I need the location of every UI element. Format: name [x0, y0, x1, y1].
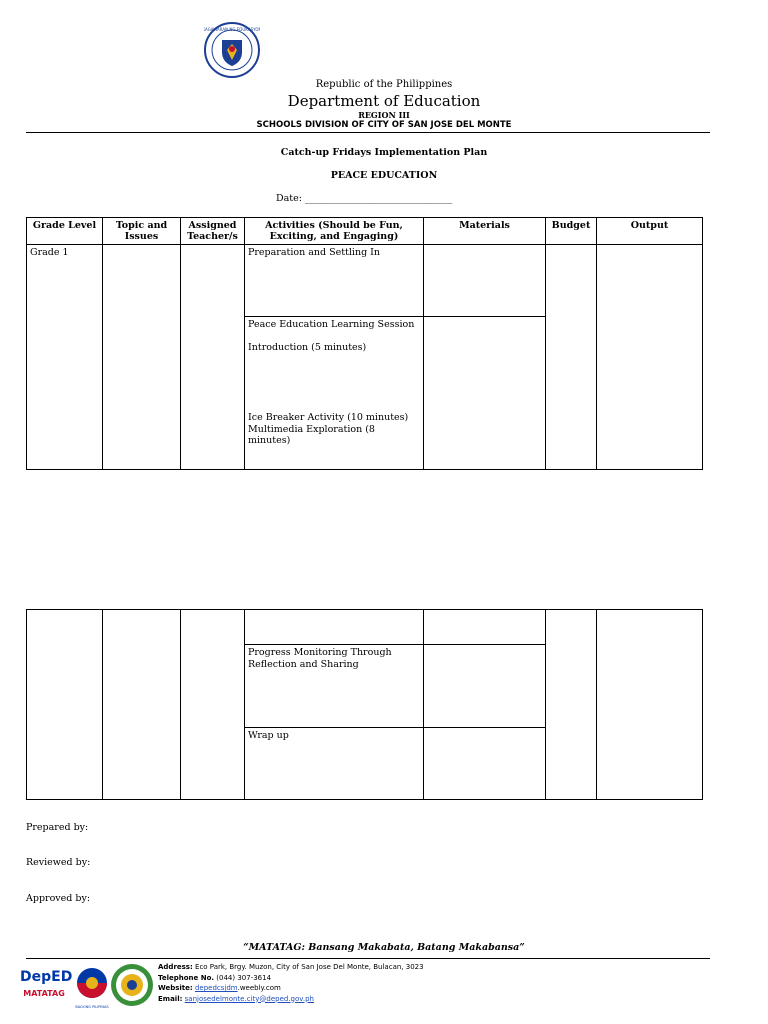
materials-cell[interactable]: [424, 245, 546, 317]
header-materials: Materials: [424, 218, 546, 245]
date-label: Date:: [276, 193, 305, 204]
website-domain: .weebly.com: [237, 984, 281, 992]
budget-cell[interactable]: [546, 245, 597, 470]
phone-line: [158, 973, 578, 984]
website-label: Website:: [158, 984, 193, 992]
region-label: REGION III: [358, 110, 410, 120]
date-line: [276, 193, 452, 204]
svg-text:KAGAWARAN NG EDUKASYON: KAGAWARAN NG EDUKASYON: [204, 27, 260, 32]
materials-cell[interactable]: [424, 610, 546, 645]
phone-label: Telephone No.: [158, 973, 215, 982]
division-label: SCHOOLS DIVISION OF CITY OF SAN JOSE DEL MONTE: [256, 120, 512, 130]
address-value: Eco Park, Brgy. Muzon, City of San Jose Del Monte, Bulacan, 3023: [195, 963, 424, 971]
header-teacher: Assigned Teacher/s: [181, 218, 245, 245]
header-activities: Activities (Should be Fun, Exciting, and Engaging): [245, 218, 424, 245]
email-line: [158, 994, 578, 1005]
bagong-pilipinas-logo: [72, 965, 112, 1009]
address-line: [158, 962, 578, 973]
multimedia-label: Multimedia Exploration (8 minutes): [248, 423, 375, 446]
activity-preparation[interactable]: Preparation and Settling In: [245, 245, 424, 317]
motto: “MATATAG: Bansang Makabata, Batang Makabansa”: [243, 942, 525, 953]
deped-seal: [204, 22, 260, 78]
activity-progress-monitoring[interactable]: Progress Monitoring Through Reflection and Sharing: [245, 645, 424, 728]
email-link[interactable]: sanjosedelmonte.city@deped.gov.ph: [184, 994, 314, 1003]
phone-value: (044) 307-3614: [216, 973, 272, 982]
address-label: Address:: [158, 963, 193, 971]
department-title: Department of Education: [287, 92, 481, 110]
header-grade-level: Grade Level: [27, 218, 103, 245]
deped-logo-text: DepED: [20, 969, 73, 985]
introduction-label: Introduction (5 minutes): [248, 341, 367, 353]
output-cell[interactable]: [597, 245, 703, 470]
division-seal-logo: [110, 963, 154, 1007]
header-budget: Budget: [546, 218, 597, 245]
materials-cell[interactable]: [424, 728, 546, 800]
date-field[interactable]: _______________________________: [304, 193, 453, 204]
prepared-by-label: Prepared by:: [26, 822, 89, 833]
website-line: [158, 983, 578, 994]
activity-wrap-up[interactable]: Wrap up: [245, 728, 424, 800]
matatag-logo-text: MATATAG: [23, 989, 65, 998]
deped-matatag-logo: [20, 965, 73, 1009]
footer-contact: [158, 962, 578, 1004]
topic-cell[interactable]: [103, 245, 181, 470]
topic-cell[interactable]: [103, 610, 181, 800]
header-divider: [26, 132, 710, 133]
output-cell[interactable]: [597, 610, 703, 800]
header-output: Output: [597, 218, 703, 245]
plan-table-part2: [26, 609, 703, 800]
document-title: Catch-up Fridays Implementation Plan: [280, 147, 488, 158]
teacher-cell[interactable]: [181, 245, 245, 470]
footer-divider: [26, 958, 710, 959]
teacher-cell[interactable]: [181, 610, 245, 800]
grade-cell[interactable]: Grade 1: [27, 245, 103, 470]
learning-session-label: Peace Education Learning Session: [248, 319, 415, 330]
document-subtitle: PEACE EDUCATION: [330, 170, 438, 181]
activity-learning-session[interactable]: [245, 317, 424, 470]
grade-cell[interactable]: [27, 610, 103, 800]
materials-cell[interactable]: [424, 317, 546, 470]
reviewed-by-label: Reviewed by:: [26, 857, 91, 868]
bagong-pilipinas-caption: BAGONG PILIPINAS: [75, 1005, 109, 1009]
budget-cell[interactable]: [546, 610, 597, 800]
website-link[interactable]: depedcsjdm: [194, 984, 238, 992]
ice-breaker-label: Ice Breaker Activity (10 minutes): [248, 412, 409, 423]
republic-label: Republic of the Philippines: [315, 79, 453, 90]
header-topic: Topic and Issues: [103, 218, 181, 245]
activity-continued[interactable]: [245, 610, 424, 645]
materials-cell[interactable]: [424, 645, 546, 728]
email-label: Email:: [158, 994, 183, 1003]
plan-table-part1: [26, 217, 703, 470]
approved-by-label: Approved by:: [26, 893, 91, 904]
